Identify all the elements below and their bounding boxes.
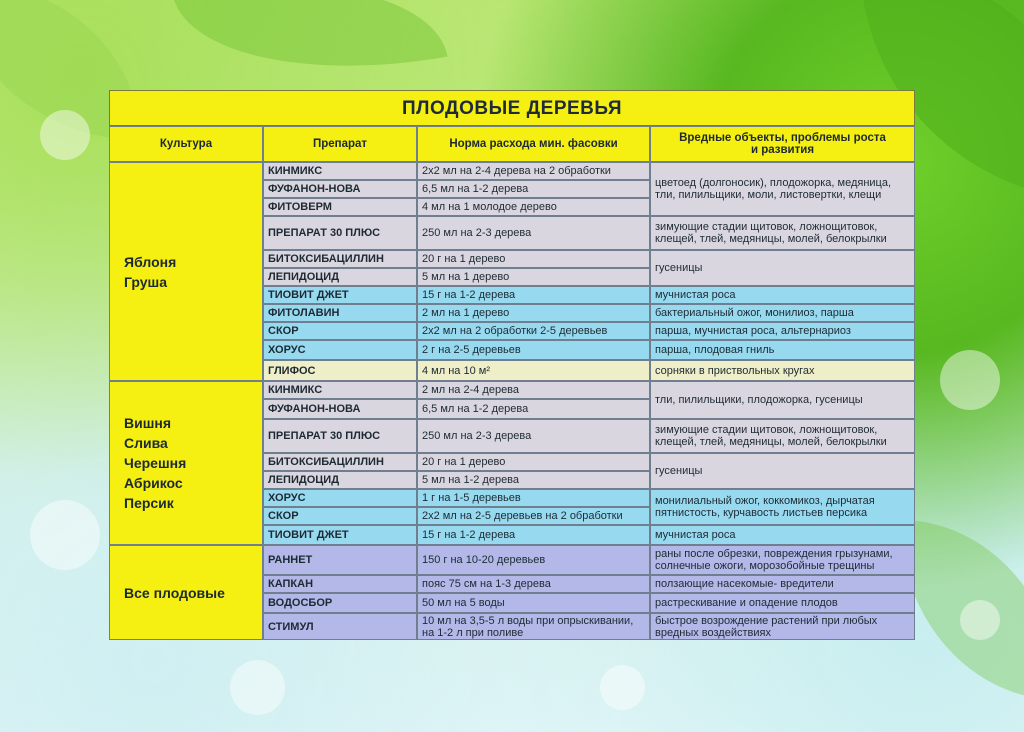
prep-cell: ФУФАНОН-НОВА xyxy=(263,399,417,419)
bokeh-light xyxy=(600,665,645,710)
target-cell: цветоед (долгоносик), плодожорка, медяница, тли, пилильщики, моли, листовертки, клещи xyxy=(650,162,915,216)
target-cell: раны после обрезки, повреждения грызунами, солнечные ожоги, морозобойные трещины xyxy=(650,545,915,575)
bokeh-light xyxy=(230,660,285,715)
rate-cell: 2х2 мл на 2-5 деревьев на 2 обработки xyxy=(417,507,650,525)
prep-cell: ХОРУС xyxy=(263,489,417,507)
crop-group-stone-fruit: Вишня Слива Черешня Абрикос Персик xyxy=(109,381,263,545)
rate-cell: 2х2 мл на 2-4 дерева на 2 обработки xyxy=(417,162,650,180)
prep-cell: СТИМУЛ xyxy=(263,613,417,640)
prep-cell: ПРЕПАРАТ 30 ПЛЮС xyxy=(263,419,417,453)
rate-cell: 15 г на 1-2 дерева xyxy=(417,286,650,304)
rate-cell: 2 г на 2-5 деревьев xyxy=(417,340,650,360)
prep-cell: ФИТОВЕРМ xyxy=(263,198,417,216)
target-cell: мучнистая роса xyxy=(650,525,915,545)
prep-cell: КИНМИКС xyxy=(263,381,417,399)
target-cell: сорняки в приствольных кругах xyxy=(650,360,915,381)
target-cell: растрескивание и опадение плодов xyxy=(650,593,915,613)
target-cell: парша, плодовая гниль xyxy=(650,340,915,360)
rate-cell: 2 мл на 2-4 дерева xyxy=(417,381,650,399)
prep-cell: ЛЕПИДОЦИД xyxy=(263,471,417,489)
prep-cell: БИТОКСИБАЦИЛЛИН xyxy=(263,250,417,268)
prep-cell: БИТОКСИБАЦИЛЛИН xyxy=(263,453,417,471)
rate-cell: 150 г на 10-20 деревьев xyxy=(417,545,650,575)
rate-cell: 20 г на 1 дерево xyxy=(417,250,650,268)
prep-cell: ТИОВИТ ДЖЕТ xyxy=(263,525,417,545)
prep-cell: ХОРУС xyxy=(263,340,417,360)
target-cell: быстрое возрождение растений при любых вредных воздействиях xyxy=(650,613,915,640)
prep-cell: ФУФАНОН-НОВА xyxy=(263,180,417,198)
bokeh-light xyxy=(960,600,1000,640)
fruit-trees-table xyxy=(109,90,915,640)
rate-cell: 15 г на 1-2 дерева xyxy=(417,525,650,545)
bokeh-light xyxy=(40,110,90,160)
rate-cell: 6,5 мл на 1-2 дерева xyxy=(417,180,650,198)
target-cell: зимующие стадии щитовок, ложнощитовок, клещей, тлей, медяницы, молей, белокрылки xyxy=(650,419,915,453)
target-cell: тли, пилильщики, плодожорка, гусеницы xyxy=(650,381,915,419)
background-leaf xyxy=(172,0,447,102)
rate-cell: 4 мл на 10 м² xyxy=(417,360,650,381)
rate-cell: 250 мл на 2-3 дерева xyxy=(417,419,650,453)
prep-cell: КАПКАН xyxy=(263,575,417,593)
crop-group-all-fruit: Все плодовые xyxy=(109,545,263,640)
prep-cell: ГЛИФОС xyxy=(263,360,417,381)
rate-cell: 5 мл на 1-2 дерева xyxy=(417,471,650,489)
rate-cell: 2 мл на 1 дерево xyxy=(417,304,650,322)
rate-cell: 4 мл на 1 молодое дерево xyxy=(417,198,650,216)
prep-cell: ЛЕПИДОЦИД xyxy=(263,268,417,286)
prep-cell: ФИТОЛАВИН xyxy=(263,304,417,322)
rate-cell: 1 г на 1-5 деревьев xyxy=(417,489,650,507)
target-cell: бактериальный ожог, монилиоз, парша xyxy=(650,304,915,322)
rate-cell: пояс 75 см на 1-3 дерева xyxy=(417,575,650,593)
target-cell: гусеницы xyxy=(650,453,915,489)
prep-cell: ТИОВИТ ДЖЕТ xyxy=(263,286,417,304)
target-cell: зимующие стадии щитовок, ложнощитовок, клещей, тлей, медяницы, молей, белокрылки xyxy=(650,216,915,250)
prep-cell: СКОР xyxy=(263,507,417,525)
rate-cell: 50 мл на 5 воды xyxy=(417,593,650,613)
rate-cell: 10 мл на 3,5-5 л воды при опрыскивании, на 1-2 л при поливе xyxy=(417,613,650,640)
header-targets: Вредные объекты, проблемы роста и развития xyxy=(650,126,915,162)
rate-cell: 250 мл на 2-3 дерева xyxy=(417,216,650,250)
bokeh-light xyxy=(30,500,100,570)
prep-cell: ПРЕПАРАТ 30 ПЛЮС xyxy=(263,216,417,250)
header-rate: Норма расхода мин. фасовки xyxy=(417,126,650,162)
crop-group-apple-pear: Яблоня Груша xyxy=(109,162,263,381)
table-title: ПЛОДОВЫЕ ДЕРЕВЬЯ xyxy=(109,90,915,126)
target-cell: парша, мучнистая роса, альтернариоз xyxy=(650,322,915,340)
prep-cell: РАННЕТ xyxy=(263,545,417,575)
prep-cell: КИНМИКС xyxy=(263,162,417,180)
rate-cell: 5 мл на 1 дерево xyxy=(417,268,650,286)
target-cell: монилиальный ожог, коккомикоз, дырчатая пятнистость, курчавость листьев персика xyxy=(650,489,915,525)
rate-cell: 6,5 мл на 1-2 дерева xyxy=(417,399,650,419)
target-cell: гусеницы xyxy=(650,250,915,286)
header-crop: Культура xyxy=(109,126,263,162)
bokeh-light xyxy=(940,350,1000,410)
prep-cell: ВОДОСБОР xyxy=(263,593,417,613)
rate-cell: 20 г на 1 дерево xyxy=(417,453,650,471)
header-preparation: Препарат xyxy=(263,126,417,162)
target-cell: мучнистая роса xyxy=(650,286,915,304)
target-cell: ползающие насекомые- вредители xyxy=(650,575,915,593)
prep-cell: СКОР xyxy=(263,322,417,340)
rate-cell: 2х2 мл на 2 обработки 2-5 деревьев xyxy=(417,322,650,340)
